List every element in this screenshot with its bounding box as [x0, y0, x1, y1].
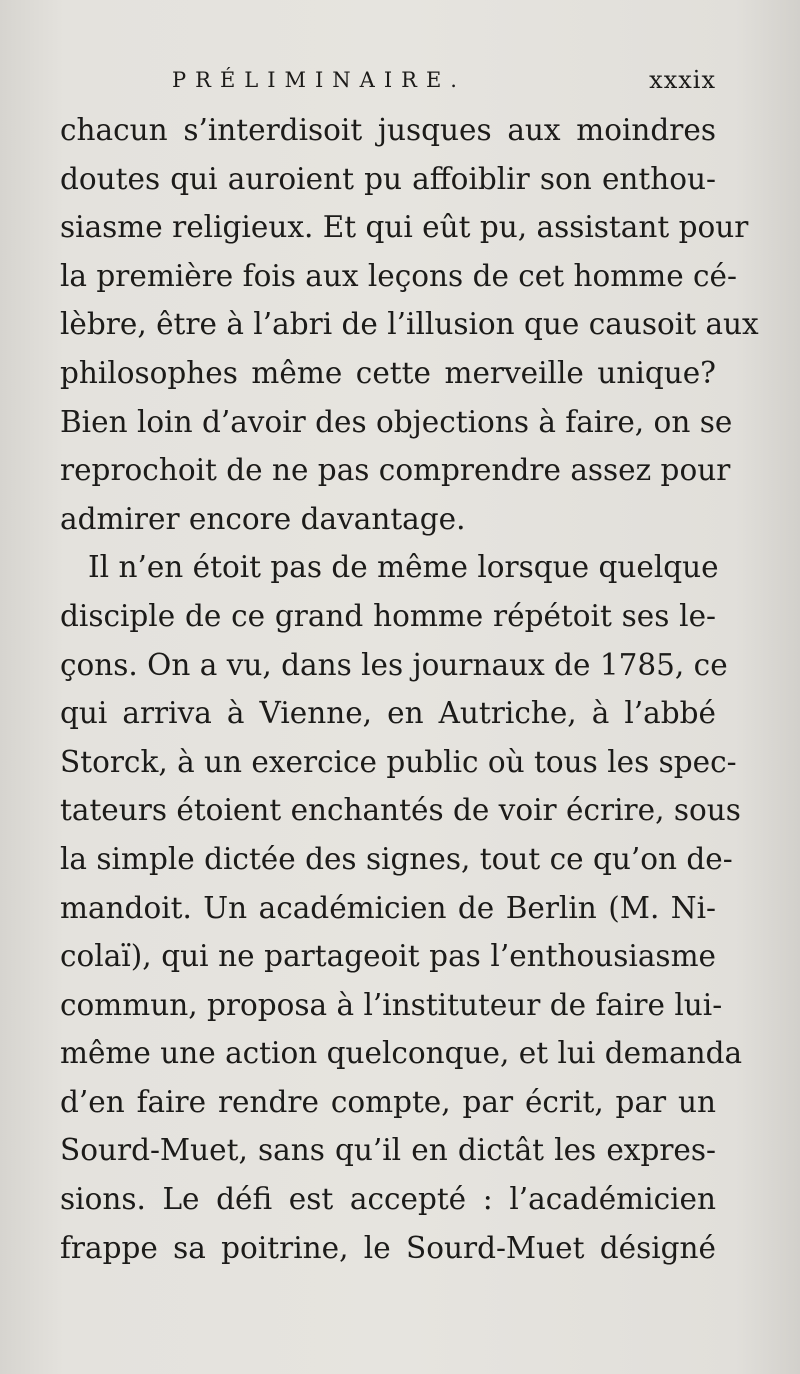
body-text [60, 106, 759, 1272]
text-line: reprochoit de ne pas comprendre assez pour [60, 453, 731, 488]
text-line: Storck, à un exercice public où tous les spec- [60, 744, 737, 779]
text-line: çons. On a vu, dans les journaux de 1785, ce [60, 647, 728, 682]
text-line: doutes qui auroient pu affoiblir son enthou- [60, 161, 716, 196]
paragraph-start-line: Il n’en étoit pas de même lorsque quelque [88, 550, 719, 585]
paragraph-end-line: admirer encore davantage. [60, 501, 466, 536]
text-line: même une action quelconque, et lui demanda [60, 1036, 743, 1071]
page-number: xxxix [649, 66, 716, 94]
text-line: Sourd-Muet, sans qu’il en dictât les expres- [60, 1133, 716, 1168]
text-line: d’en faire rendre compte, par écrit, par un [60, 1084, 716, 1119]
text-line: colaï), qui ne partageoit pas l’enthousiasme [60, 939, 716, 974]
text-line: chacun s’interdisoit jusques aux moindres [60, 113, 716, 147]
text-line: mandoit. Un académicien de Berlin (M. Ni- [60, 890, 716, 925]
text-line: disciple de ce grand homme répétoit ses le- [60, 598, 716, 633]
text-line: tateurs étoient enchantés de voir écrire, sous [60, 793, 741, 828]
text-line: Bien loin d’avoir des objections à faire, on se [60, 404, 733, 439]
running-title: PRÉLIMINAIRE. [172, 68, 466, 92]
text-line: sions. Le défi est accepté : l’académicien [60, 1182, 716, 1217]
text-line: frappe sa poitrine, le Sourd-Muet désigné [60, 1230, 716, 1265]
text-line: la première fois aux leçons de cet homme cé- [60, 258, 737, 293]
text-line: qui arriva à Vienne, en Autriche, à l’abbé [60, 696, 716, 731]
text-line: commun, proposa à l’instituteur de faire lui- [60, 987, 723, 1022]
text-line: lèbre, être à l’abri de l’illusion que causoit aux [60, 307, 759, 342]
text-line: philosophes même cette merveille unique? [60, 355, 716, 390]
text-line: siasme religieux. Et qui eût pu, assistant pour [60, 210, 749, 245]
running-head [60, 62, 716, 98]
text-line: la simple dictée des signes, tout ce qu’on de- [60, 841, 733, 876]
